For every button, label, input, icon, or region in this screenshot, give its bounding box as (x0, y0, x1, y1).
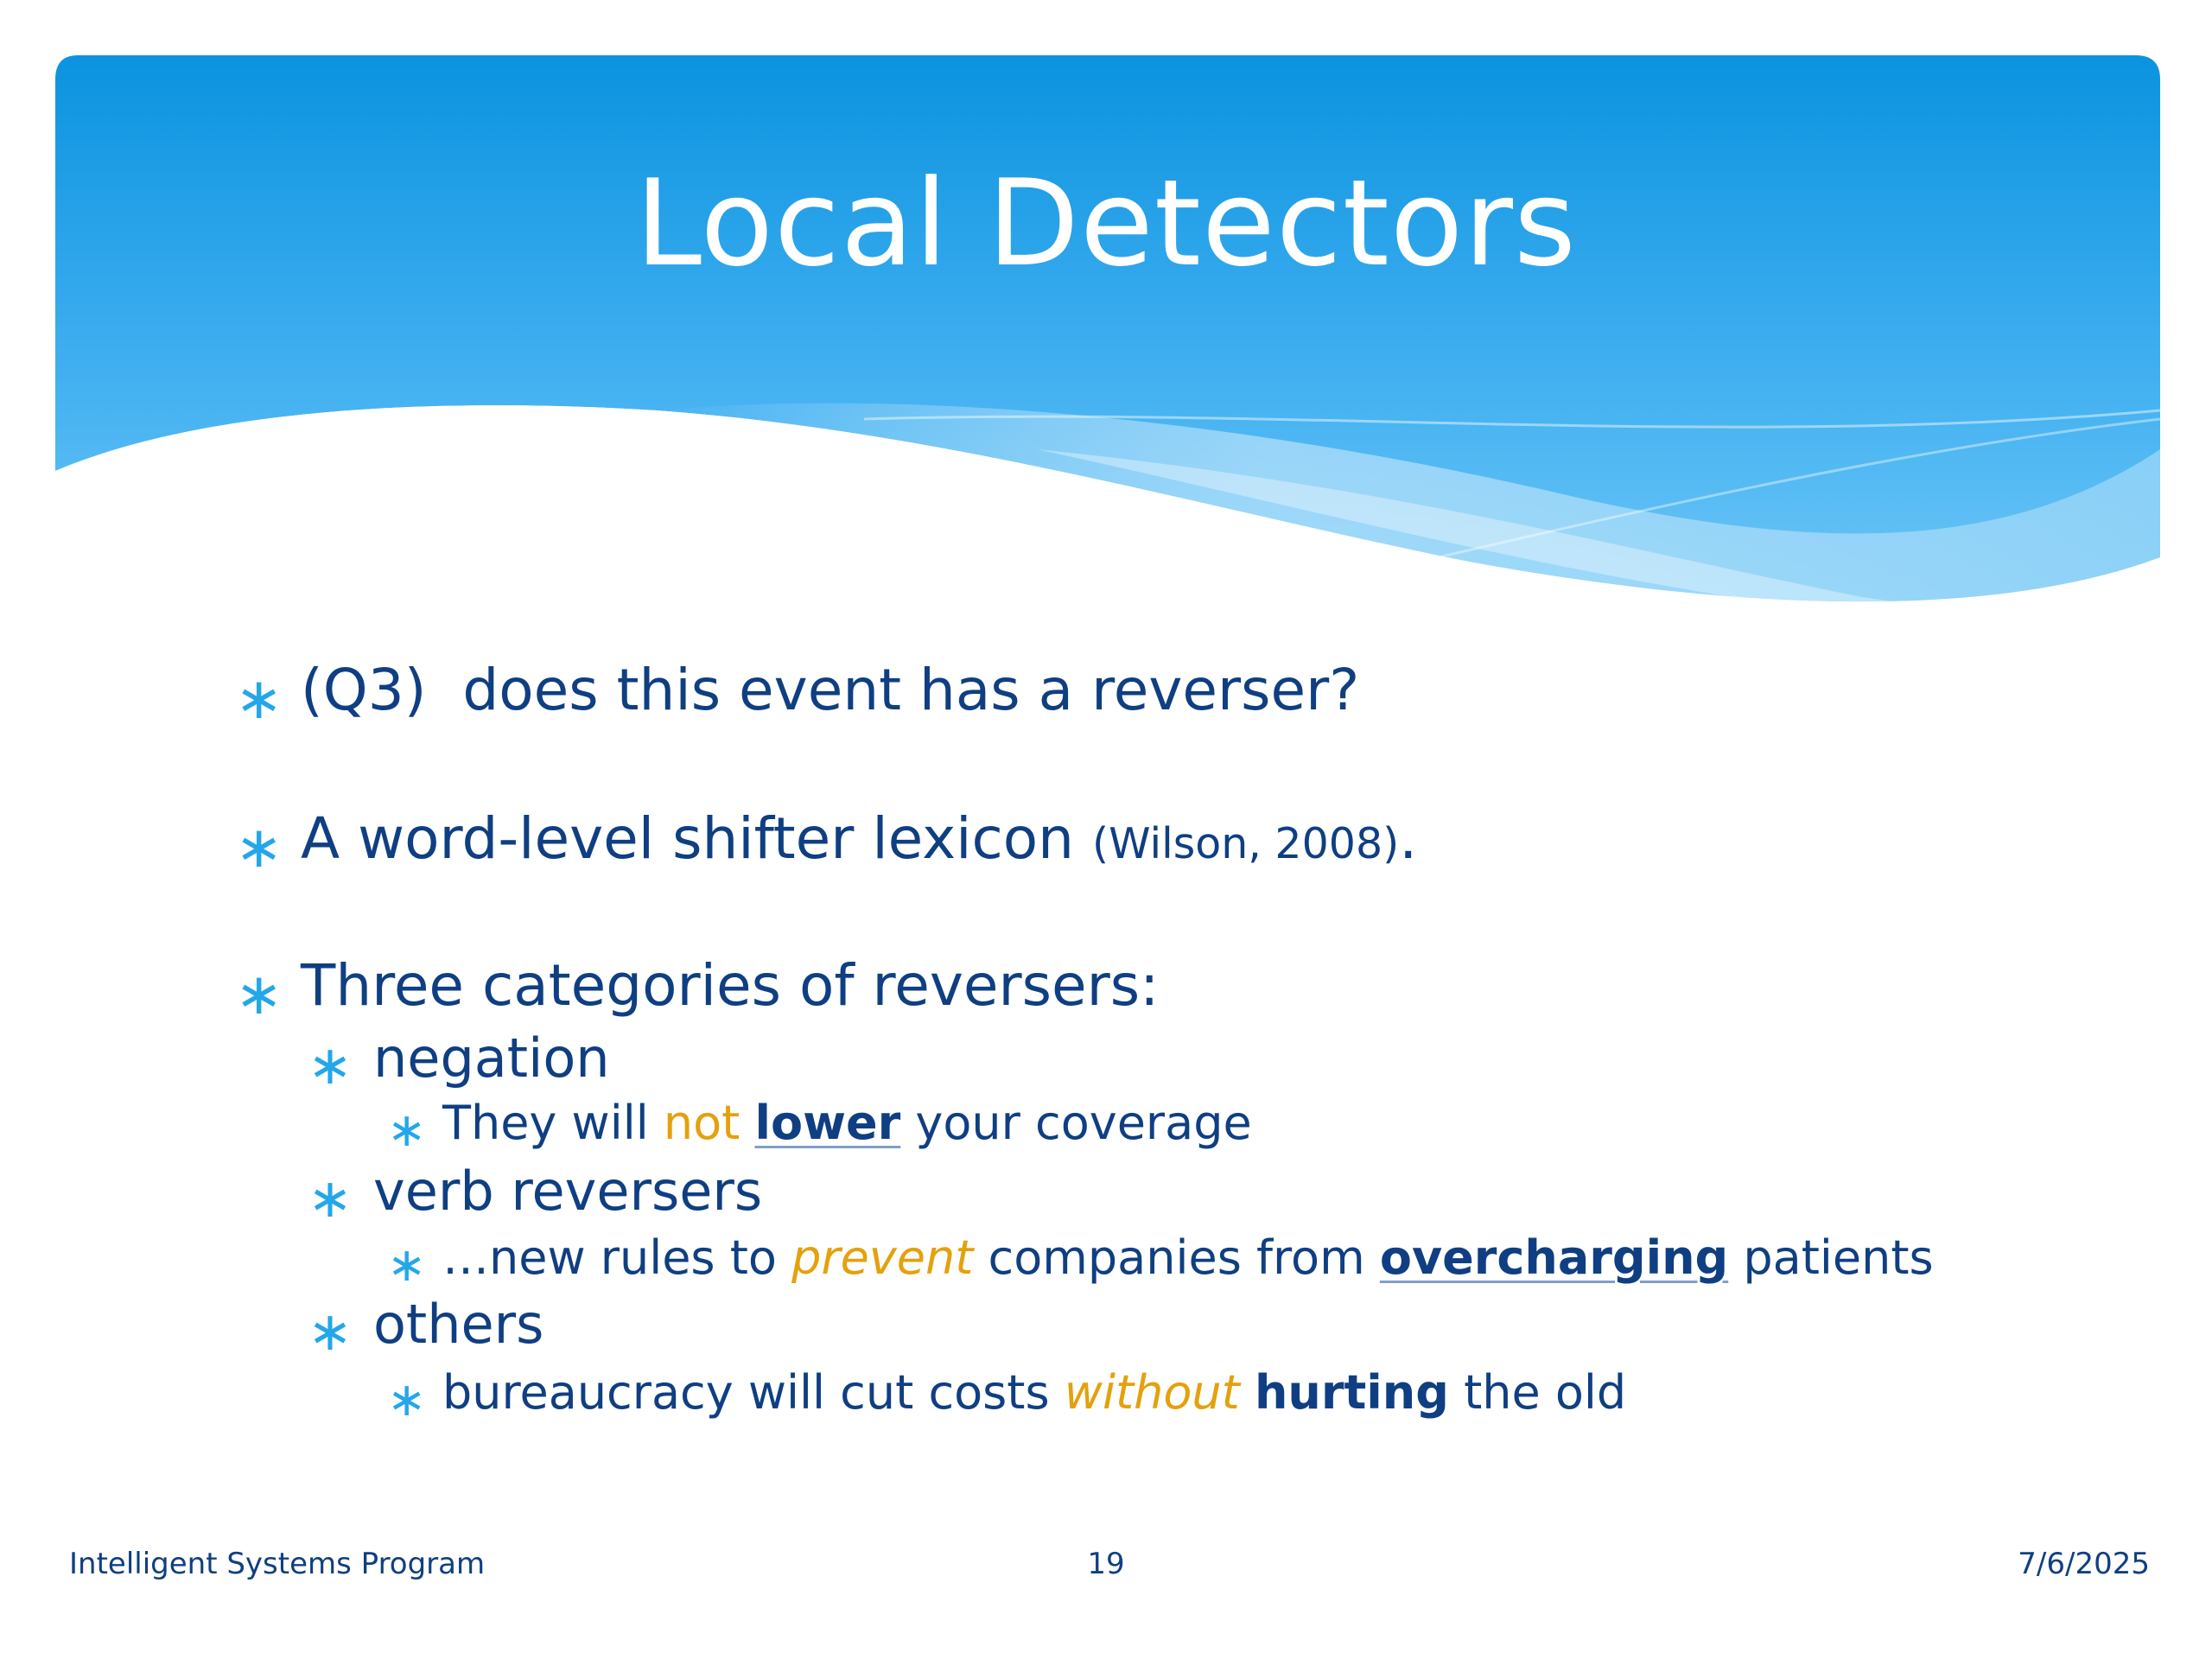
example-others-middle (1240, 1365, 1255, 1420)
bullet-lexicon-period: . (1399, 805, 1418, 872)
bullet-categories (301, 952, 1159, 1019)
wilson-citation: (Wilson, 2008) (1091, 819, 1400, 868)
slide-title: Local Detectors (635, 154, 1577, 293)
reverser-prevent: prevent (791, 1230, 974, 1285)
example-others (442, 1365, 1626, 1420)
example-negation-before: They will (442, 1096, 664, 1150)
example-others-before: bureaucracy will cut costs (442, 1365, 1065, 1420)
sub-bullet-marker: ∗ (308, 1300, 353, 1363)
bullet-lexicon-text: A word-level shifter lexicon (301, 805, 1092, 872)
target-lower: lower (754, 1096, 901, 1150)
example-negation-middle (740, 1096, 754, 1150)
example-bullet-marker: ∗ (387, 1372, 427, 1427)
sub-bullet-others (373, 1293, 543, 1356)
sub-bullet-marker: ∗ (308, 1166, 353, 1230)
bullet-q3 (301, 657, 1359, 723)
example-verb-middle: companies from (973, 1230, 1380, 1285)
bullet-q3-text: (Q3) does this event has a reverser? (301, 657, 1360, 723)
example-verb-before: …new rules to (442, 1230, 792, 1285)
example-verb-after: patients (1728, 1230, 1934, 1285)
example-verb-reversers (442, 1230, 1934, 1285)
bullet-lexicon (301, 805, 1417, 872)
example-negation (442, 1096, 1252, 1150)
bullet-marker: ∗ (235, 814, 283, 880)
bullet-marker: ∗ (235, 961, 283, 1027)
bullet-categories-text: Three categories of reversers: (301, 952, 1160, 1019)
others-label: others (373, 1293, 544, 1356)
negation-label: negation (373, 1027, 610, 1090)
footer-program: Intelligent Systems Program (69, 1547, 486, 1581)
reverser-without: without (1064, 1365, 1240, 1420)
reverser-not: not (663, 1096, 741, 1150)
example-negation-after: your coverage (900, 1096, 1252, 1150)
footer-date: 7/6/2025 (2018, 1547, 2150, 1581)
sub-bullet-negation (373, 1027, 610, 1090)
target-hurting: hurting (1254, 1365, 1449, 1420)
target-overcharging: overcharging (1379, 1230, 1729, 1285)
example-bullet-marker: ∗ (387, 1103, 427, 1157)
example-bullet-marker: ∗ (387, 1237, 427, 1292)
bullet-marker: ∗ (235, 665, 283, 732)
verb-reversers-label: verb reversers (373, 1160, 763, 1223)
header-wave-background (0, 0, 2212, 657)
example-others-after: the old (1448, 1365, 1627, 1420)
footer-page-number: 19 (1087, 1547, 1125, 1581)
sub-bullet-verb-reversers (373, 1160, 762, 1223)
sub-bullet-marker: ∗ (308, 1033, 353, 1096)
